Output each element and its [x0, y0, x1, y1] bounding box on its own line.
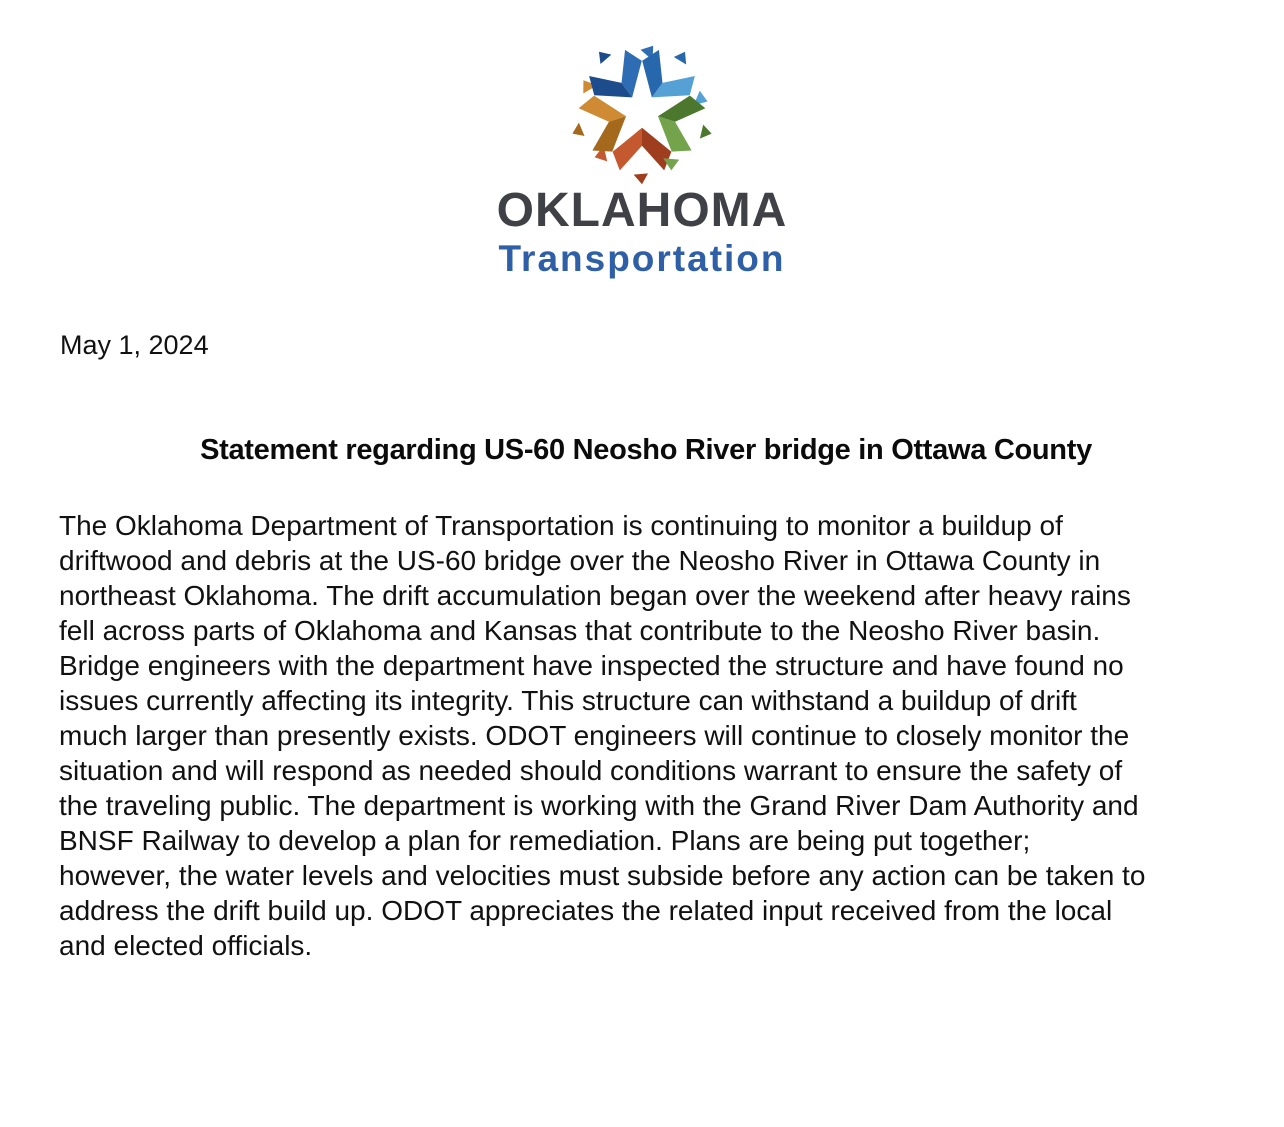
logo-org-name: OKLAHOMA [496, 184, 788, 237]
body-line: situation and will respond as needed should conditions warrant to ensure the safety of [59, 755, 1123, 786]
body-line: driftwood and debris at the US-60 bridge over the Neosho River in Ottawa County in [59, 545, 1101, 576]
document-body [59, 508, 1239, 963]
odot-star-logo-icon [567, 36, 717, 186]
body-line: The Oklahoma Department of Transportation is continuing to monitor a buildup of [59, 510, 1063, 541]
document-heading: Statement regarding US-60 Neosho River bridge in Ottawa County [200, 434, 1092, 466]
document-date: May 1, 2024 [60, 330, 209, 360]
body-line: BNSF Railway to develop a plan for remediation. Plans are being put together; [59, 825, 1031, 856]
body-line: northeast Oklahoma. The drift accumulation began over the weekend after heavy rains [59, 580, 1131, 611]
body-line: and elected officials. [59, 930, 313, 961]
body-line: fell across parts of Oklahoma and Kansas that contribute to the Neosho River basin. [59, 615, 1101, 646]
body-line: issues currently affecting its integrity. This structure can withstand a buildup of drift [59, 685, 1077, 716]
logo-division-name: Transportation [498, 238, 786, 279]
body-line: much larger than presently exists. ODOT engineers will continue to closely monitor the [59, 720, 1130, 751]
body-line: the traveling public. The department is working with the Grand River Dam Authority and [59, 790, 1139, 821]
body-line: address the drift build up. ODOT appreciates the related input received from the local [59, 895, 1113, 926]
body-line: Bridge engineers with the department have inspected the structure and have found no [59, 650, 1124, 681]
odot-logo [0, 36, 1284, 279]
body-line: however, the water levels and velocities must subside before any action can be taken to [59, 860, 1146, 891]
